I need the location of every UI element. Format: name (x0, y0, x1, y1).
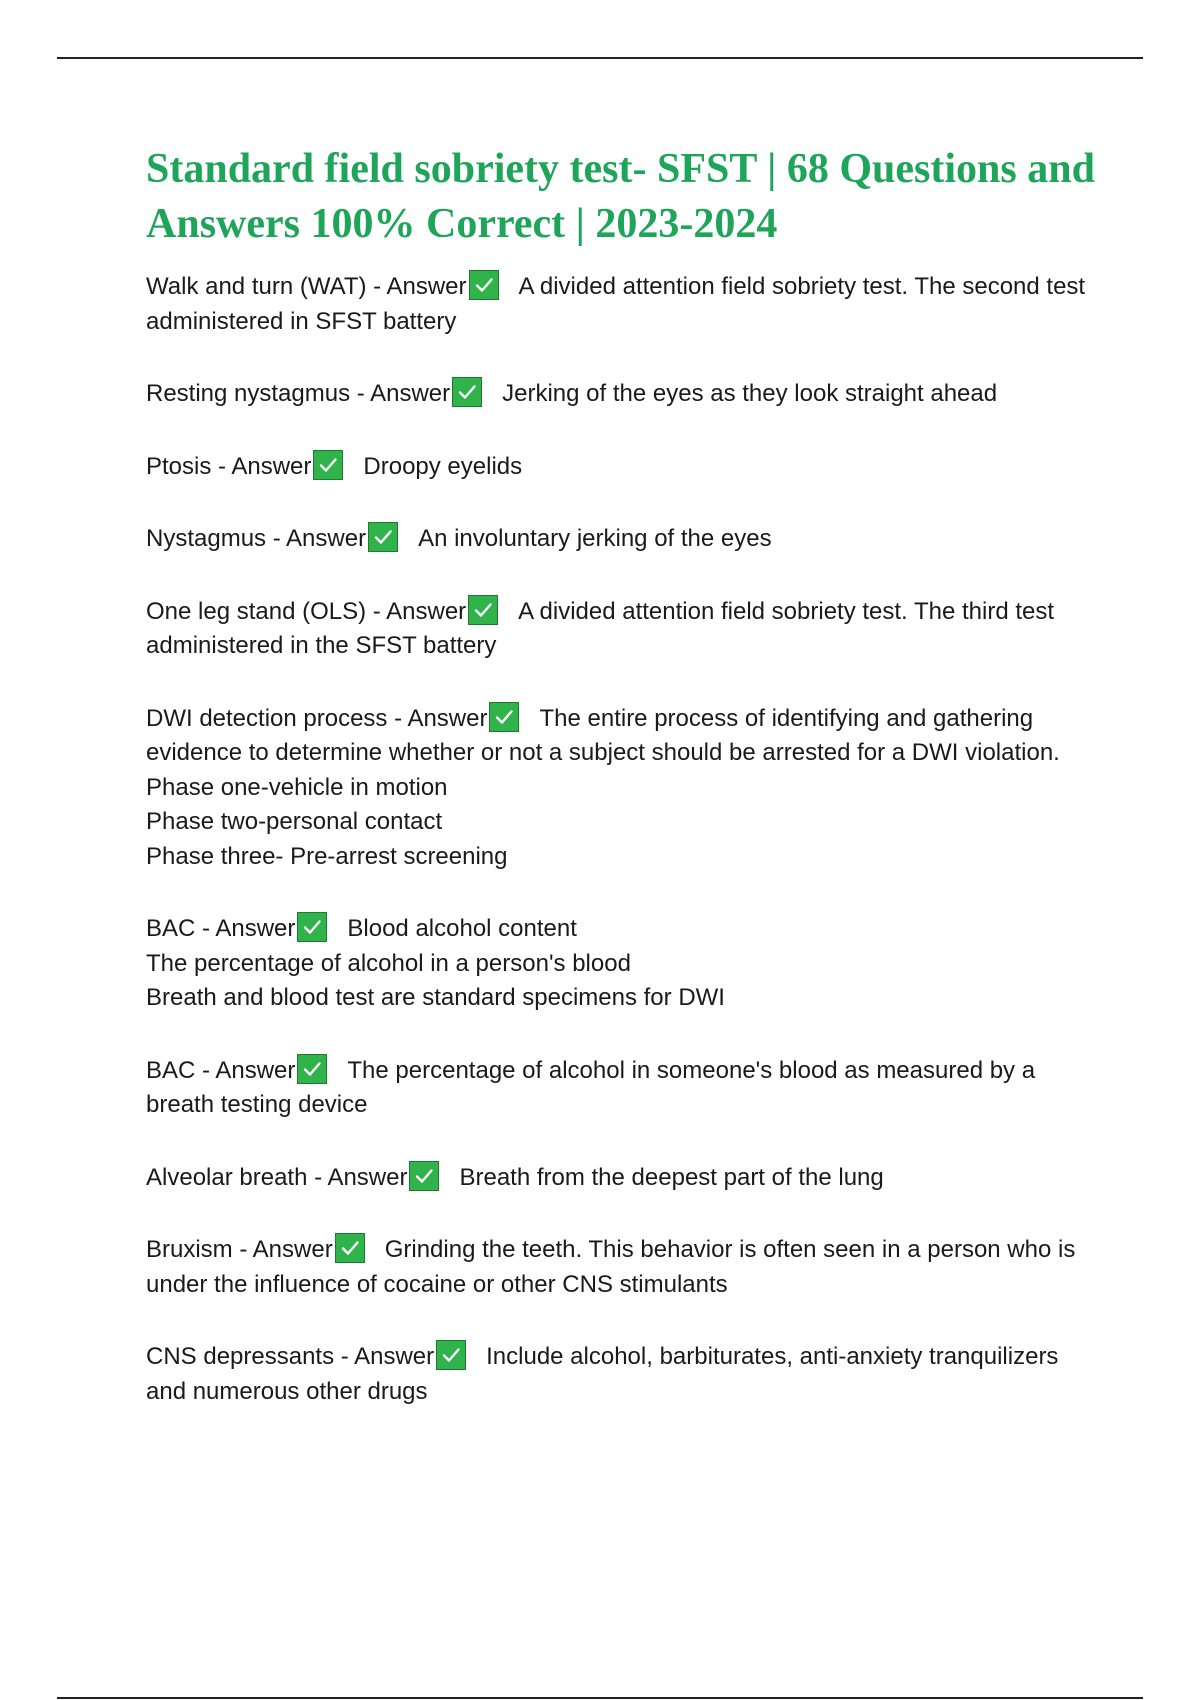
qa-entry-1 (146, 270, 1096, 339)
qa-extra-lines (146, 771, 1096, 875)
qa-term: Bruxism (146, 1236, 233, 1263)
answer-separator: - Answer (195, 1056, 296, 1084)
qa-entry-4 (146, 522, 1096, 557)
qa-extra-line: The percentage of alcohol in a person's blood (146, 949, 631, 977)
qa-extra-line: Phase three- Pre-arrest screening (146, 842, 508, 870)
check-mark-icon (313, 450, 343, 480)
answer-separator: - Answer (266, 525, 367, 552)
top-rule (57, 57, 1143, 59)
qa-term: Ptosis (146, 452, 212, 480)
answer-separator: - Answer (334, 1343, 435, 1370)
answer-separator: - Answer (350, 380, 451, 407)
document-title: Standard field sobriety test- SFST | 68 Questions and Answers 100% Correct | 2023-2024 (146, 146, 1095, 247)
qa-entry-5 (146, 595, 1096, 664)
qa-term: BAC (146, 915, 196, 942)
check-mark-icon (409, 1161, 439, 1191)
qa-answer: The entire process of identifying and gathering evidence to determine whether or not a subject should be arrested for a DWI violation. (146, 704, 1060, 766)
qa-answer: The percentage of alcohol in someone's blood as measured by a breath testing device (146, 1056, 1036, 1118)
qa-term: BAC (146, 1056, 196, 1084)
check-mark-icon (436, 1340, 466, 1370)
qa-entry-2 (146, 377, 1096, 412)
qa-extra-line: Breath and blood test are standard specimens for DWI (146, 984, 725, 1011)
qa-term: Resting nystagmus (146, 380, 351, 407)
document-body (146, 142, 1096, 1447)
qa-extra-line: Phase one-vehicle in motion (146, 773, 448, 801)
qa-extra-line: Phase two-personal contact (146, 808, 443, 835)
qa-term: Alveolar breath (146, 1163, 308, 1191)
check-mark-icon (335, 1233, 365, 1263)
qa-answer: Breath from the deepest part of the lung (459, 1163, 884, 1191)
qa-term: Walk and turn (WAT) (146, 273, 367, 300)
answer-separator: - Answer (195, 915, 296, 942)
answer-separator: - Answer (211, 452, 312, 480)
check-mark-icon (297, 1054, 327, 1084)
qa-answer: Jerking of the eyes as they look straight ahead (502, 380, 998, 407)
qa-entry-10 (146, 1233, 1096, 1302)
check-mark-icon (297, 912, 327, 942)
qa-entry-11 (146, 1340, 1096, 1409)
answer-separator: - Answer (307, 1163, 408, 1191)
check-mark-icon (469, 270, 499, 300)
qa-answer: Blood alcohol content (347, 915, 577, 942)
qa-entry-6 (146, 702, 1096, 875)
qa-answer: Include alcohol, barbiturates, anti-anxiety tranquilizers and numerous other drugs (146, 1343, 1059, 1405)
qa-entry-9 (146, 1161, 1096, 1196)
check-mark-icon (452, 377, 482, 407)
qa-term: CNS depressants (146, 1343, 335, 1370)
qa-extra-lines (146, 947, 1096, 1016)
answer-separator: - Answer (366, 273, 467, 300)
bottom-rule (57, 1697, 1143, 1699)
qa-answer: A divided attention field sobriety test. The second test administered in SFST battery (146, 273, 1086, 335)
qa-list (146, 270, 1096, 1409)
check-mark-icon (368, 522, 398, 552)
qa-answer: Droopy eyelids (363, 452, 523, 480)
qa-entry-3 (146, 450, 1096, 485)
qa-term: DWI detection process (146, 704, 388, 732)
answer-separator: - Answer (387, 704, 488, 732)
answer-separator: - Answer (232, 1236, 333, 1263)
qa-entry-7 (146, 912, 1096, 1016)
qa-entry-8 (146, 1054, 1096, 1123)
check-mark-icon (489, 702, 519, 732)
qa-answer: An involuntary jerking of the eyes (418, 525, 772, 552)
qa-answer: A divided attention field sobriety test. The third test administered in the SFST battery (146, 597, 1055, 659)
check-mark-icon (468, 595, 498, 625)
qa-answer: Grinding the teeth. This behavior is often seen in a person who is under the influence of cocaine or other CNS stimulants (146, 1236, 1076, 1298)
qa-term: One leg stand (OLS) (146, 597, 367, 625)
answer-separator: - Answer (366, 597, 467, 625)
qa-term: Nystagmus (146, 525, 267, 552)
